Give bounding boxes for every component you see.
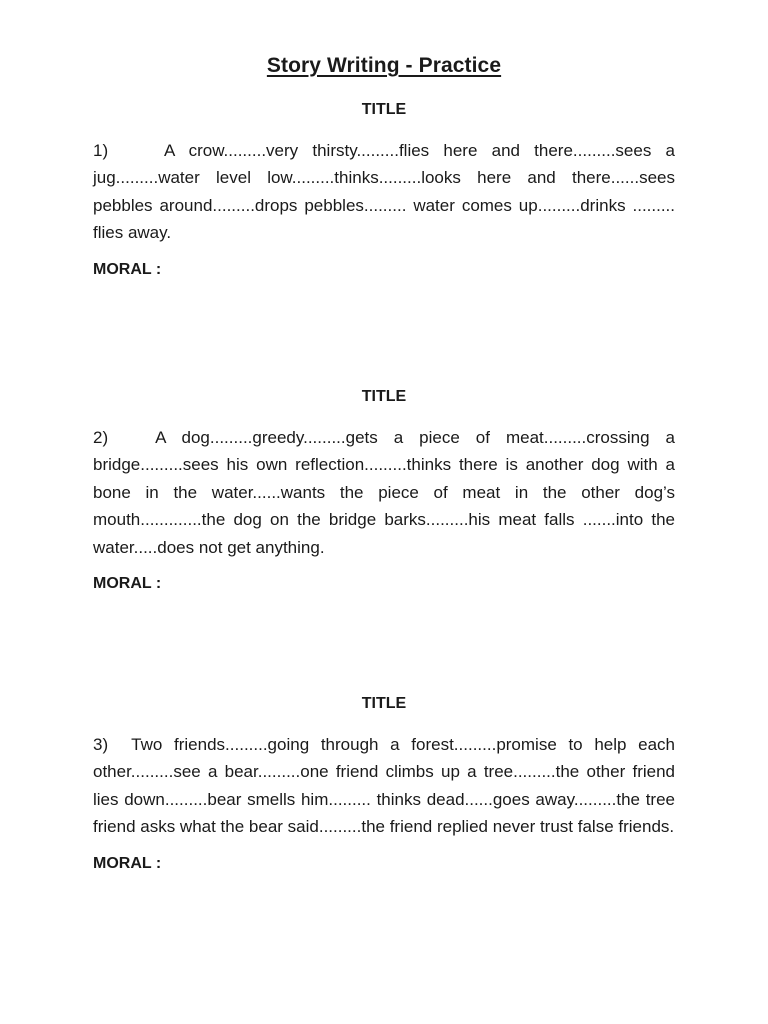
story-outline: 1) A crow.........very thirsty.........flies here and there.........sees a jug.........water level low.........thinks.........looks here and there......sees pebbles around.........drops pebbles......... water comes up.........drinks ......... flies away. <box>93 141 675 243</box>
story-title-placeholder: TITLE <box>361 695 407 712</box>
story-outline: 2) A dog.........greedy.........gets a piece of meat.........crossing a bridge.........sees his own reflection.........thinks there is another dog with a bone in the water......wants the piece of meat in the other dog’s mouth.............the dog on the bridge barks.........his meat falls .......into the water.....does not get anything. <box>93 428 675 557</box>
document-title: Story Writing - Practice <box>266 54 502 77</box>
moral-label: MORAL : <box>93 260 162 278</box>
story-section-1 <box>93 100 675 280</box>
story-section-3 <box>93 694 675 874</box>
moral-label: MORAL : <box>93 854 162 872</box>
story-section-2 <box>93 387 675 594</box>
moral-label: MORAL : <box>93 575 162 593</box>
story-title-placeholder: TITLE <box>361 388 407 405</box>
story-outline: 3) Two friends.........going through a forest.........promise to help each other.........see a bear.........one friend climbs up a tree.........the other friend lies down.........bear smells him......... thinks dead......goes away.........the tree friend asks what the bear said.........the friend replied never trust false friends. <box>93 735 675 837</box>
story-title-placeholder: TITLE <box>361 101 407 118</box>
